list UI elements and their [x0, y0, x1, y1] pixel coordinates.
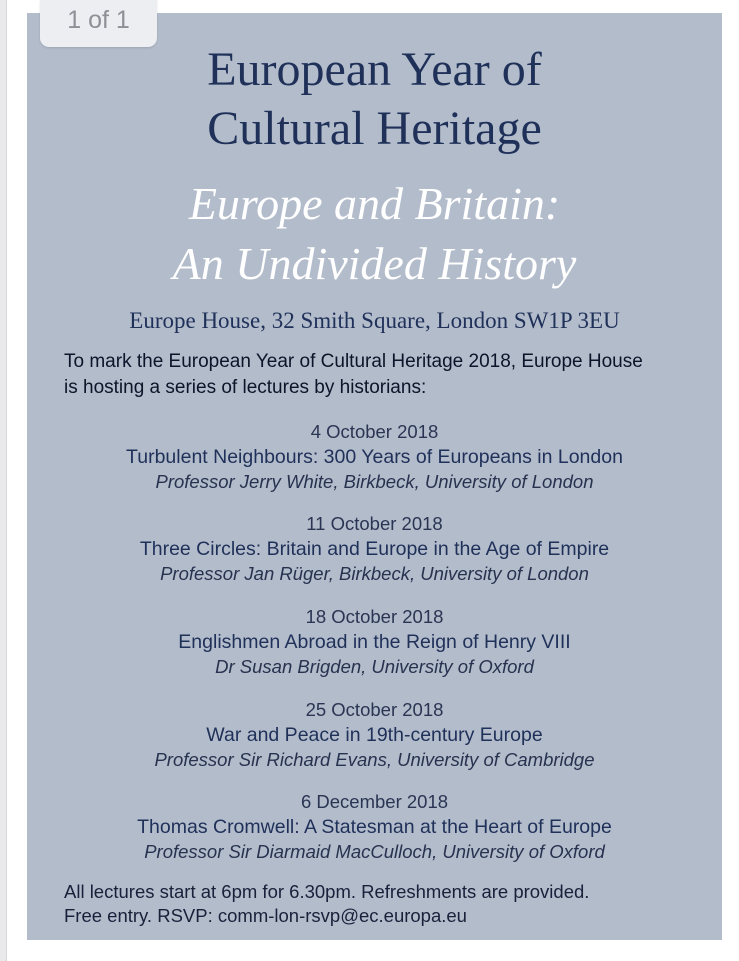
intro-line-2: is hosting a series of lectures by historians: [64, 377, 427, 398]
lecture-date: 11 October 2018 [306, 513, 443, 534]
lecture-date: 4 October 2018 [310, 421, 439, 442]
poster-subtitle-line-2: An Undivided History [172, 238, 577, 289]
lecture-title: War and Peace in 19th-century Europe [206, 724, 543, 746]
lecture-item-3 [27, 605, 722, 679]
lecture-speaker: Professor Sir Diarmaid MacCulloch, University of Oxford [144, 841, 605, 862]
poster-subtitle-line-1: Europe and Britain: [188, 178, 561, 229]
viewer-margin-divider [6, 0, 7, 961]
footer-info [64, 880, 704, 928]
page-indicator: 1 of 1 [40, 0, 157, 47]
footer-line-2: Free entry. RSVP: comm-lon-rsvp@ec.europa.eu [64, 905, 467, 926]
lecture-speaker: Dr Susan Brigden, University of Oxford [215, 656, 534, 677]
lecture-speaker: Professor Sir Richard Evans, University of Cambridge [154, 749, 595, 770]
footer-line-1: All lectures start at 6pm for 6.30pm. Refreshments are provided. [64, 881, 590, 902]
poster-title-line-1: European Year of [207, 43, 542, 96]
lecture-title: Englishmen Abroad in the Reign of Henry VIII [178, 631, 571, 653]
lecture-title: Three Circles: Britain and Europe in the Age of Empire [139, 538, 610, 560]
poster-title-line-2: Cultural Heritage [207, 102, 542, 155]
lecture-speaker: Professor Jerry White, Birkbeck, University of London [155, 471, 594, 492]
lecture-title: Turbulent Neighbours: 300 Years of Europeans in London [126, 446, 623, 468]
lecture-item-1 [27, 420, 722, 494]
intro-line-1: To mark the European Year of Cultural Heritage 2018, Europe House [64, 351, 643, 372]
lecture-date: 6 December 2018 [300, 791, 449, 812]
intro-text [64, 349, 704, 401]
lecture-date: 25 October 2018 [305, 699, 444, 720]
lecture-speaker: Professor Jan Rüger, Birkbeck, University of London [160, 563, 589, 584]
lecture-title: Thomas Cromwell: A Statesman at the Heart of Europe [137, 816, 612, 838]
lecture-item-5 [27, 790, 722, 864]
venue-address: Europe House, 32 Smith Square, London SW1P 3EU [129, 308, 620, 333]
lecture-date: 18 October 2018 [305, 606, 444, 627]
lecture-item-4 [27, 698, 722, 772]
lecture-item-2 [27, 512, 722, 586]
